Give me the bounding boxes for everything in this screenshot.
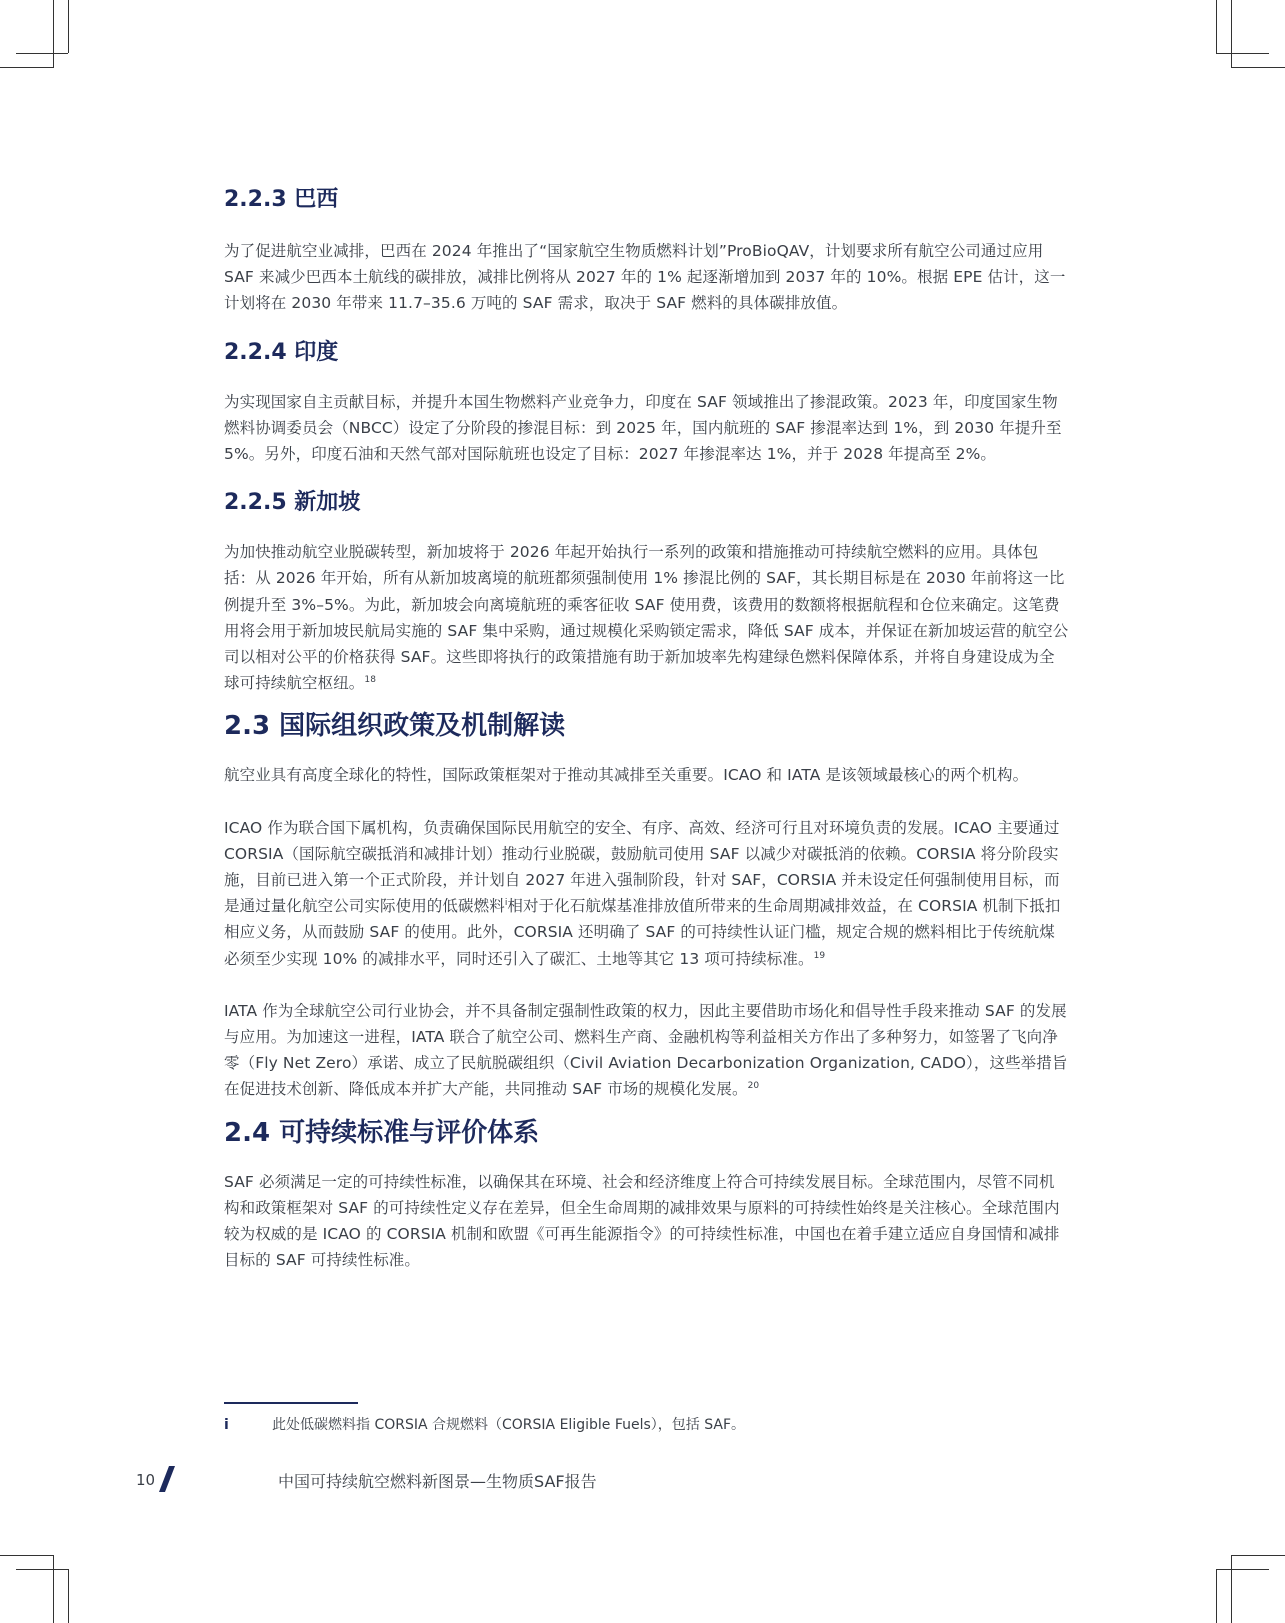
crop-mark-bottom-right-h	[1216, 1569, 1269, 1570]
crop-mark-top-right-v	[1216, 0, 1217, 54]
footnote-divider	[224, 1402, 358, 1404]
crop-mark-bottom-left-h	[0, 1555, 53, 1556]
paragraph-iata	[224, 998, 1069, 1103]
report-title: 中国可持续航空燃料新图景—生物质SAF报告	[278, 1472, 597, 1491]
heading-singapore: 2.2.5 新加坡	[224, 490, 361, 516]
heading-india: 2.2.4 印度	[224, 339, 339, 365]
paragraph-brazil: 为了促进航空业减排，巴西在 2024 年推出了“国家航空生物质燃料计划”ProBioQAV，计划要求所有航空公司通过应用 SAF 来减少巴西本土航线的碳排放，减排比例将从 2027 年的 1% 起逐渐增加到 2037 年的 10%。根据 EPE 估计，这一计划将在 2030 年带来 11.7–35.6 万吨的 SAF 需求，取决于 SAF 燃料的具体碳排放值。	[224, 242, 1066, 313]
paragraph-icao	[224, 815, 1069, 972]
crop-mark-bottom-right-h2	[1231, 1555, 1285, 1556]
crop-mark-bottom-left-h2	[16, 1569, 68, 1570]
paragraph-icao-part1: ICAO 作为联合国下属机构，负责确保国际民用航空的安全、有序、高效、经济可行且对环境负责的发展。ICAO 主要通过 CORSIA（国际航空碳抵消和减排计划）推动行业脱碳，鼓励航司使用 SAF 以减少对碳抵消的依赖。CORSIA 将分阶段实施，目前已进入第一个正式阶段，并计划自 2027 年进入强制阶段，针对 SAF，CORSIA 并未设定任何强制使用目标，而是通过量化航空公司实际使用的低碳燃料	[224, 818, 1060, 916]
reference-20: 20	[747, 1081, 760, 1092]
heading-international-orgs: 2.3 国际组织政策及机制解读	[224, 711, 566, 742]
heading-sustainability-standards: 2.4 可持续标准与评价体系	[224, 1117, 540, 1148]
crop-mark-top-right-h	[1216, 53, 1269, 54]
footnote	[224, 1414, 745, 1436]
crop-mark-top-left-h2	[16, 53, 68, 54]
crop-mark-bottom-right-v2	[1231, 1555, 1232, 1623]
crop-mark-bottom-right-v	[1216, 1569, 1217, 1623]
crop-mark-bottom-left-v2	[68, 1569, 69, 1623]
paragraph-singapore-text: 为加快推动航空业脱碳转型，新加坡将于 2026 年起开始执行一系列的政策和措施推动可持续航空燃料的应用。具体包括：从 2026 年开始，所有从新加坡离境的航班都须强制使用 1% 掺混比例的 SAF，其长期目标是在 2030 年前将这一比例提升至 3%–5%。为此，新加坡会向离境航班的乘客征收 SAF 使用费，该费用的数额将根据航程和仓位来确定。这笔费用将会用于新加坡民航局实施的 SAF 集中采购，通过规模化采购锁定需求，降低 SAF 成本，并保证在新加坡运营的航空公司以相对公平的价格获得 SAF。这些即将执行的政策措施有助于新加坡率先构建绿色燃料保障体系，并将自身建设成为全球可持续航空枢纽。	[224, 543, 1069, 693]
crop-mark-top-right-h2	[1231, 67, 1285, 68]
footnote-mark-i: i	[504, 898, 508, 909]
crop-mark-top-left-h	[0, 67, 53, 68]
slash-icon	[158, 1466, 176, 1492]
footnote-text: 此处低碳燃料指 CORSIA 合规燃料（CORSIA Eligible Fuels），包括 SAF。	[272, 1417, 746, 1433]
heading-brazil: 2.2.3 巴西	[224, 187, 339, 212]
paragraph-sustainability: SAF 必须满足一定的可持续性标准，以确保其在环境、社会和经济维度上符合可持续发展目标。全球范围内，尽管不同机构和政策框架对 SAF 的可持续性定义存在差异，但全生命周期的减排效果与原料的可持续性始终是关注核心。全球范围内较为权威的是 ICAO 的 CORSIA 机制和欧盟《可再生能源指令》的可持续性标准，中国也在着手建立适应自身国情和减排目标的 SAF 可持续性标准。	[224, 1172, 1060, 1270]
crop-mark-top-left-v2	[68, 0, 69, 53]
main-content	[224, 186, 1069, 1273]
crop-mark-top-left-v	[53, 0, 54, 68]
footnote-mark: i	[224, 1417, 229, 1433]
reference-19: 19	[813, 950, 826, 961]
crop-mark-top-right-v2	[1231, 0, 1232, 68]
crop-mark-bottom-left-v	[53, 1555, 54, 1623]
reference-18: 18	[364, 675, 377, 686]
page-number: 10	[136, 1471, 156, 1489]
paragraph-icao-part2: 相对于化石航煤基准排放值所带来的生命周期减排效益，在 CORSIA 机制下抵扣相应义务，从而鼓励 SAF 的使用。此外，CORSIA 还明确了 SAF 的可持续性认证门槛，规定合规的燃料相比于传统航煤必须至少实现 10% 的减排水平，同时还引入了碳汇、土地等其它 13 项可持续标准。	[224, 897, 1061, 968]
paragraph-singapore	[224, 539, 1069, 696]
paragraph-india: 为实现国家自主贡献目标，并提升本国生物燃料产业竞争力，印度在 SAF 领域推出了掺混政策。2023 年，印度国家生物燃料协调委员会（NBCC）设定了分阶段的掺混目标：到 2025 年，国内航班的 SAF 掺混率达到 1%，到 2030 年提升至 5%。另外，印度石油和天然气部对国际航班也设定了目标：2027 年掺混率达 1%，并于 2028 年提高至 2%。	[224, 392, 1062, 464]
paragraph-intl-intro: 航空业具有高度全球化的特性，国际政策框架对于推动其减排至关重要。ICAO 和 IATA 是该领域最核心的两个机构。	[224, 766, 1029, 785]
paragraph-iata-text: IATA 作为全球航空公司行业协会，并不具备制定强制性政策的权力，因此主要借助市场化和倡导性手段来推动 SAF 的发展与应用。为加速这一进程，IATA 联合了航空公司、燃料生产商、金融机构等利益相关方作出了多种努力，如签署了飞向净零（Fly Net Zero）承诺、成立了民航脱碳组织（Civil Aviation Decarbonization Organization, CADO），这些举措旨在促进技术创新、降低成本并扩大产能，共同推动 SAF 市场的规模化发展。	[224, 1001, 1068, 1099]
